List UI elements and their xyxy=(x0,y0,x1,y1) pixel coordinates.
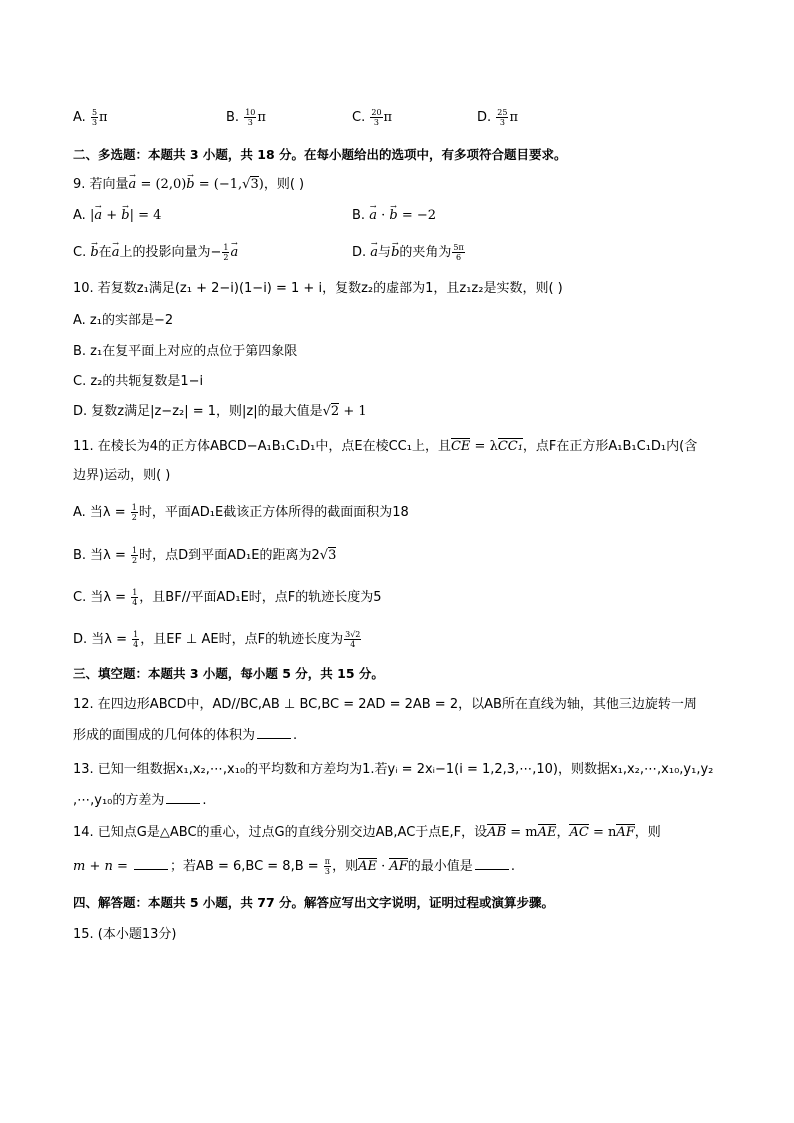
question-11-stem-line2: 边界)运动，则( ) xyxy=(73,468,171,483)
question-9-option-c: C. → b在→ a上的投影向量为− $\frac{1}{2}$ → a xyxy=(73,243,238,263)
question-9-option-d: D. → a与→ b的夹角为 $\frac{5\pi}{6}$ xyxy=(352,243,466,263)
question-9-option-b: B. → a · → b = −2 xyxy=(352,206,436,226)
question-14-line1: 14. 已知点G是△ABC的重心，过点G的直线分别交边AB,AC于点E,F，设AB = mAE，AC = nAF，则 xyxy=(73,825,661,840)
section-header-solution: 四、解答题：本题共 5 小题，共 77 分。解答应写出文字说明，证明过程或演算步骤。 xyxy=(73,895,555,910)
answer-blank[interactable] xyxy=(166,791,200,804)
answer-blank[interactable] xyxy=(134,857,168,870)
question-10-option-a: A. z₁的实部是−2 xyxy=(73,313,174,328)
question-11-option-b: B. 当λ = $\frac{1}{2}$ 时，点D到平面AD₁E的距离为2√3 xyxy=(73,546,337,565)
section-header-fill-in: 三、填空题：本题共 3 小题，每小题 5 分，共 15 分。 xyxy=(73,666,384,681)
question-14-line2: m + n = ；若AB = 6,BC = 8,B = $\frac{\pi}{3}$ ，则AE · AF的最小值是 . xyxy=(73,857,515,876)
q8-option-a: A. $\frac{5}{3}$ π xyxy=(73,108,108,127)
question-13-line1: 13. 已知一组数据x₁,x₂,⋯,x₁₀的平均数和方差均为1.若yᵢ = 2xᵢ−1(i = 1,2,3,⋯,10)，则数据x₁,x₂,⋯,x₁₀,y₁,y₂ xyxy=(73,762,714,777)
question-11-stem-line1: 11. 在棱长为4的正方体ABCD−A₁B₁C₁D₁中，点E在棱CC₁上，且CE = λCC₁，点F在正方形A₁B₁C₁D₁内(含 xyxy=(73,439,698,454)
question-15-title: 15. (本小题13分) xyxy=(73,927,177,942)
question-11-option-d: D. 当λ = $\frac{1}{4}$ ，且EF ⊥ AE时，点F的轨迹长度为 $\frac{3√2}{4}$ xyxy=(73,630,361,649)
question-11-option-a: A. 当λ = $\frac{1}{2}$ 时，平面AD₁E截该正方体所得的截面面积为18 xyxy=(73,503,409,522)
q8-option-d: D. $\frac{25}{3}$ π xyxy=(477,108,519,127)
question-9-option-a: A. |→ a + → b| = 4 xyxy=(73,206,161,226)
question-10-option-c: C. z₂的共轭复数是1−i xyxy=(73,374,204,389)
question-12-line2: 形成的面围成的几何体的体积为 . xyxy=(73,728,298,743)
q8-option-c: C. $\frac{20}{3}$ π xyxy=(352,108,393,127)
question-12-line1: 12. 在四边形ABCD中，AD//BC,AB ⊥ BC,BC = 2AD = 2AB = 2，以AB所在直线为轴，其他三边旋转一周 xyxy=(73,697,697,712)
question-9-stem: 9. 若向量→ a = (2,0)→ b = (−1,√3)，则( ) xyxy=(73,175,304,195)
question-10-stem: 10. 若复数z₁满足(z₁ + 2−i)(1−i) = 1 + i，复数z₂的虚部为1，且z₁z₂是实数，则( ) xyxy=(73,281,563,296)
question-10-option-b: B. z₁在复平面上对应的点位于第四象限 xyxy=(73,344,298,359)
answer-blank[interactable] xyxy=(257,726,291,739)
question-13-line2: ,⋯,y₁₀的方差为 . xyxy=(73,793,207,808)
answer-blank[interactable] xyxy=(475,857,509,870)
question-10-option-d: D. 复数z满足|z−z₂| = 1，则|z|的最大值是√2 + 1 xyxy=(73,404,367,419)
q8-option-b: B. $\frac{10}{3}$ π xyxy=(226,108,266,127)
section-header-multiple-choice: 二、多选题：本题共 3 小题，共 18 分。在每小题给出的选项中，有多项符合题目要求。 xyxy=(73,147,567,162)
question-11-option-c: C. 当λ = $\frac{1}{4}$ ，且BF//平面AD₁E时，点F的轨迹长度为5 xyxy=(73,588,382,607)
